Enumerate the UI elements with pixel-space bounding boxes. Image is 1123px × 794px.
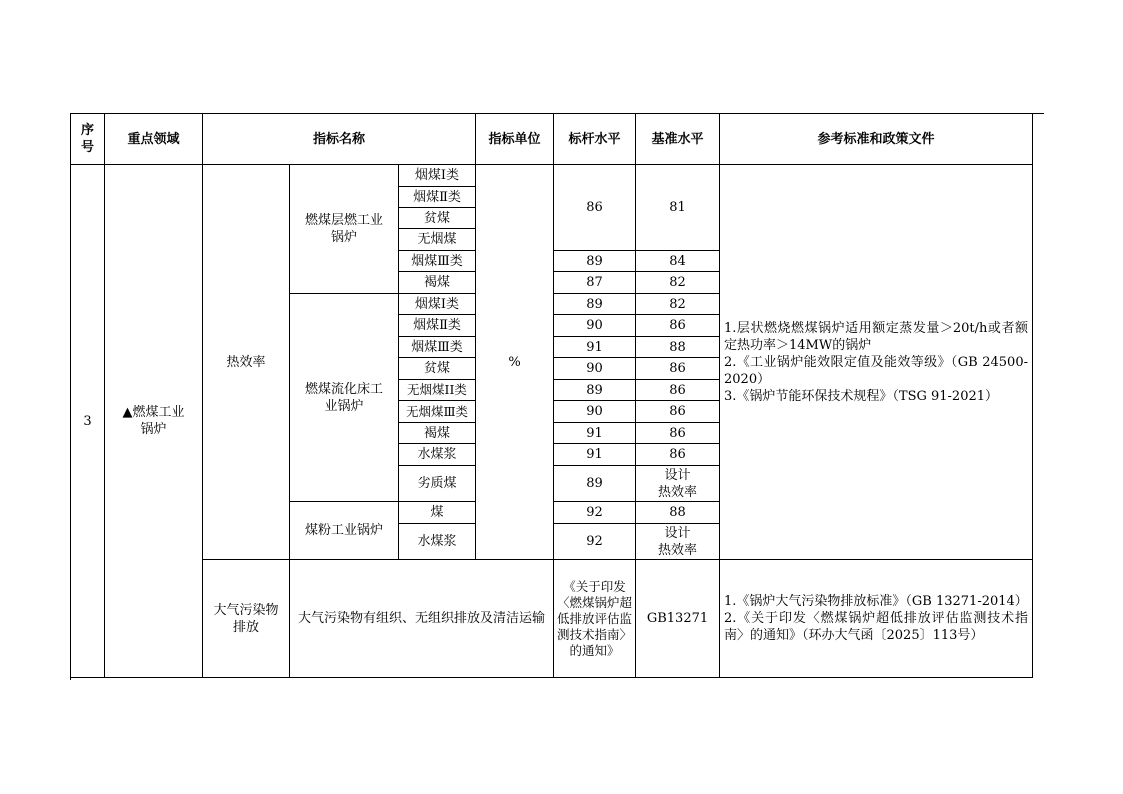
fuel-cell: 褐煤	[399, 272, 476, 294]
fuel-cell: 无烟煤Ⅲ类	[399, 401, 476, 423]
baseline-cell: 86	[636, 444, 720, 466]
fuel-cell: 烟煤Ⅰ类	[399, 165, 476, 187]
fuel-cell: 烟煤Ⅲ类	[399, 251, 476, 272]
fuel-cell: 烟煤Ⅱ类	[399, 315, 476, 337]
unit-cell: %	[476, 165, 554, 560]
benchmark-cell: 89	[554, 466, 636, 502]
thermal-efficiency-cell: 热效率	[203, 165, 290, 560]
header-unit: 指标单位	[476, 114, 554, 165]
header-reference: 参考标准和政策文件	[720, 114, 1033, 165]
fuel-cell: 无烟煤	[399, 229, 476, 251]
header-benchmark: 标杆水平	[554, 114, 636, 165]
reference-thermal-cell: 1.层状燃烧燃煤锅炉适用额定蒸发量＞20t/h或者额定热功率＞14MW的锅炉 2.《工业锅炉能效限定值及能效等级》（GB 24500-2020） 3.《锅炉节能环保技术规程》（TSG 91-2021）	[720, 165, 1033, 560]
emission-reference-cell: 1.《锅炉大气污染物排放标准》（GB 13271-2014） 2.《关于印发〈燃煤锅炉超低排放评估监测技术指南〉的通知》（环办大气函〔2025〕113号）	[720, 560, 1033, 678]
baseline-cell: 86	[636, 380, 720, 401]
energy-efficiency-table	[70, 113, 1044, 680]
fuel-cell: 水煤浆	[399, 524, 476, 560]
baseline-cell: 88	[636, 337, 720, 358]
grate-boiler-cell: 燃煤层燃工业 锅炉	[290, 165, 399, 294]
pulverized-boiler-cell: 煤粉工业锅炉	[290, 502, 399, 560]
fuel-cell: 贫煤	[399, 208, 476, 229]
benchmark-cell: 91	[554, 444, 636, 466]
area-cell: ▲燃煤工业 锅炉	[105, 165, 203, 678]
baseline-cell: 81	[636, 165, 720, 251]
baseline-cell: 84	[636, 251, 720, 272]
benchmark-cell: 92	[554, 502, 636, 524]
benchmark-cell: 90	[554, 315, 636, 337]
benchmark-cell: 90	[554, 358, 636, 380]
fuel-cell: 煤	[399, 502, 476, 524]
fuel-cell: 烟煤Ⅲ类	[399, 337, 476, 358]
emission-category-cell: 大气污染物 排放	[203, 560, 290, 678]
fuel-cell: 烟煤Ⅰ类	[399, 294, 476, 315]
benchmark-cell: 92	[554, 524, 636, 560]
emission-baseline-cell: GB13271	[636, 560, 720, 678]
cfb-boiler-cell: 燃煤流化床工 业锅炉	[290, 294, 399, 502]
benchmark-cell: 89	[554, 251, 636, 272]
baseline-cell: 82	[636, 294, 720, 315]
seq-cell: 3	[71, 165, 105, 678]
benchmark-cell: 89	[554, 294, 636, 315]
baseline-cell: 86	[636, 315, 720, 337]
benchmark-cell: 90	[554, 401, 636, 423]
baseline-cell: 86	[636, 401, 720, 423]
baseline-cell: 88	[636, 502, 720, 524]
fuel-cell: 无烟煤II类	[399, 380, 476, 401]
benchmark-cell: 87	[554, 272, 636, 294]
baseline-cell: 86	[636, 358, 720, 380]
baseline-cell: 82	[636, 272, 720, 294]
header-indicator-name: 指标名称	[203, 114, 476, 165]
fuel-cell: 贫煤	[399, 358, 476, 380]
benchmark-cell: 89	[554, 380, 636, 401]
fuel-cell: 水煤浆	[399, 444, 476, 466]
fuel-cell: 烟煤Ⅱ类	[399, 187, 476, 208]
header-baseline: 基准水平	[636, 114, 720, 165]
baseline-cell: 设计 热效率	[636, 524, 720, 560]
baseline-cell: 86	[636, 423, 720, 444]
fuel-cell: 褐煤	[399, 423, 476, 444]
baseline-cell: 设计 热效率	[636, 466, 720, 502]
benchmark-cell: 91	[554, 337, 636, 358]
emission-indicator-cell: 大气污染物有组织、无组织排放及清洁运输	[290, 560, 554, 678]
emission-benchmark-cell: 《关于印发〈燃煤锅炉超低排放评估监测技术指南〉的通知》	[554, 560, 636, 678]
header-area: 重点领域	[105, 114, 203, 165]
fuel-cell: 劣质煤	[399, 466, 476, 502]
header-seq: 序 号	[71, 114, 105, 165]
benchmark-cell: 91	[554, 423, 636, 444]
benchmark-cell: 86	[554, 165, 636, 251]
